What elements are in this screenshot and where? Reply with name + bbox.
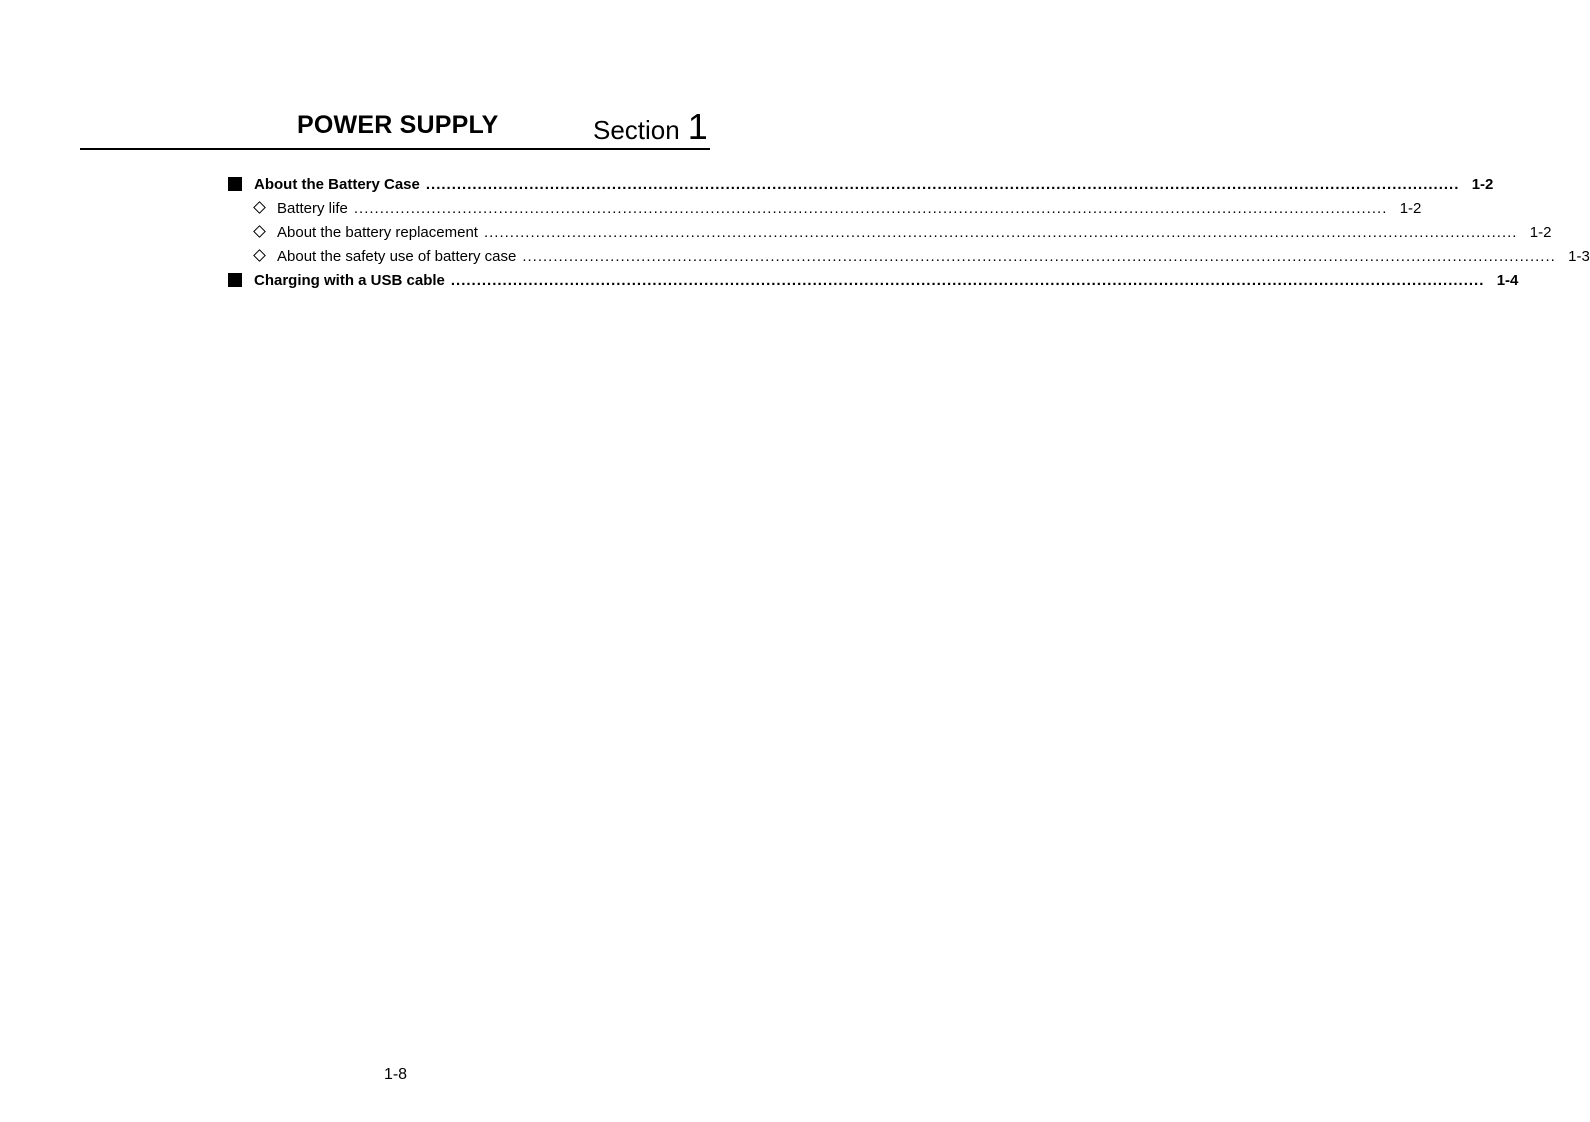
diamond-bullet-icon bbox=[253, 225, 266, 238]
toc-entry-label: Battery life bbox=[277, 200, 348, 217]
dot-leader: ........................................................................................................................................................................................................ bbox=[483, 224, 1518, 241]
square-bullet-icon bbox=[228, 273, 242, 287]
section-number: 1 bbox=[687, 106, 708, 147]
toc-entry-page: 1-4 bbox=[1496, 272, 1519, 289]
header-rule bbox=[80, 148, 710, 150]
toc-entry-label: About the safety use of battery case bbox=[277, 248, 517, 265]
toc-entry-page: 1-2 bbox=[1529, 224, 1552, 241]
dot-leader: ........................................................................................................................................................................................................ bbox=[450, 272, 1485, 289]
toc-entry-label: Charging with a USB cable bbox=[254, 272, 445, 289]
section-heading bbox=[593, 106, 708, 148]
toc-entry-page: 1-2 bbox=[1471, 176, 1494, 193]
toc-entry-page: 1-3 bbox=[1568, 248, 1590, 265]
toc-entry-label: About the Battery Case bbox=[254, 176, 420, 193]
dot-leader: ........................................................................................................................................................................................................ bbox=[353, 200, 1388, 217]
dot-leader: ........................................................................................................................................................................................................ bbox=[425, 176, 1460, 193]
page-title: POWER SUPPLY bbox=[297, 111, 499, 139]
toc-entry-battery-replacement[interactable] bbox=[228, 223, 1552, 247]
toc-entry-label: About the battery replacement bbox=[277, 224, 478, 241]
table-of-contents bbox=[228, 175, 1590, 295]
page-number: 1-8 bbox=[383, 1066, 408, 1083]
diamond-bullet-icon bbox=[253, 201, 266, 214]
diamond-bullet-icon bbox=[253, 249, 266, 262]
section-word: Section bbox=[593, 115, 680, 145]
dot-leader: ........................................................................................................................................................................................................ bbox=[522, 248, 1556, 265]
toc-entry-battery-life[interactable] bbox=[228, 199, 1422, 223]
toc-entry-usb-charging[interactable] bbox=[228, 271, 1519, 295]
toc-entry-page: 1-2 bbox=[1399, 200, 1422, 217]
toc-entry-safety-use[interactable] bbox=[228, 247, 1590, 271]
square-bullet-icon bbox=[228, 177, 242, 191]
toc-entry-battery-case[interactable] bbox=[228, 175, 1494, 199]
